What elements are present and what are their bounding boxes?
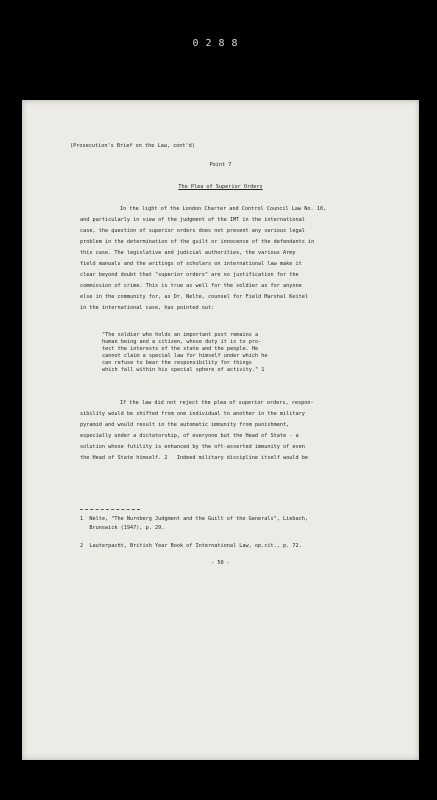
text-line: case, the question of superior orders does not present any serious legal — [80, 228, 305, 234]
quote-line: cannot claim a special law for himself under which he — [102, 353, 268, 359]
text-line: the Head of State himself. 2 Indeed military discipline itself would be — [80, 455, 308, 461]
quote-line: tect the interests of the state and the people. He — [102, 346, 259, 352]
paragraph-2 — [80, 400, 395, 466]
text-line: this case. The legislative and judicial authorities, the various Army — [80, 250, 296, 256]
point-heading: Point 7 — [209, 162, 232, 168]
footnotes — [80, 516, 400, 552]
frame-number: 0288 — [192, 38, 245, 49]
text-line: pyramid and would result in the automatic immunity from punishment, — [80, 422, 290, 428]
quote-line: human being and a citizen, whose duty it is to pro- — [102, 339, 262, 345]
text-line: clear beyond doubt that "superior orders" are no justification for the — [80, 272, 299, 278]
paragraph-1 — [80, 206, 395, 316]
footnote-line: 1 Nelte, "The Nurnberg Judgment and the Guilt of the Generals", Liebach, — [80, 516, 308, 522]
footnote-line — [80, 534, 400, 543]
quote-line: which fall within his special sphere of activity." 1 — [102, 367, 265, 373]
text-line: and particularly in view of the judgment of the IMT in the international — [80, 217, 305, 223]
text-line: sibility would be shifted from one individual to another in the military — [80, 411, 305, 417]
document-page — [22, 100, 419, 760]
text-line: In the light of the London Charter and Control Council Law No. 10, — [120, 206, 327, 212]
text-line: especially under a dictatorship, of everyone but the Head of State - a — [80, 433, 299, 439]
page-number: - 50 - — [211, 560, 230, 566]
footnote-divider — [80, 509, 140, 510]
block-quote — [102, 332, 372, 374]
text-line: problem in the determination of the guilt or innocence of the defendants in — [80, 239, 315, 245]
footnote-line: Brunswick (1947), p. 29. — [80, 525, 165, 531]
text-line: in the international case, has pointed out: — [80, 305, 215, 311]
quote-line: "The soldier who holds an important post remains a — [102, 332, 259, 338]
text-line: commission of crime. This is true as well for the soldier as for anyone — [80, 283, 302, 289]
text-line: field manuals and the writings of scholars on international law make it — [80, 261, 302, 267]
section-title: The Plea of Superior Orders — [178, 184, 263, 190]
text-line: If the law did not reject the plea of superior orders, respon- — [120, 400, 314, 406]
text-line: solution whose futility is enhanced by the oft-asserted immunity of even — [80, 444, 305, 450]
brief-header: (Prosecution's Brief on the Law, cont'd) — [70, 143, 195, 149]
text-line: else in the community for, as Dr. Nelte, counsel for Field Marshal Keitel — [80, 294, 308, 300]
footnote-line: 2 Lauterpacht, British Year Book of International Law, op.cit., p. 72. — [80, 543, 302, 549]
quote-line: can refuse to bear the responsibility for things — [102, 360, 252, 366]
